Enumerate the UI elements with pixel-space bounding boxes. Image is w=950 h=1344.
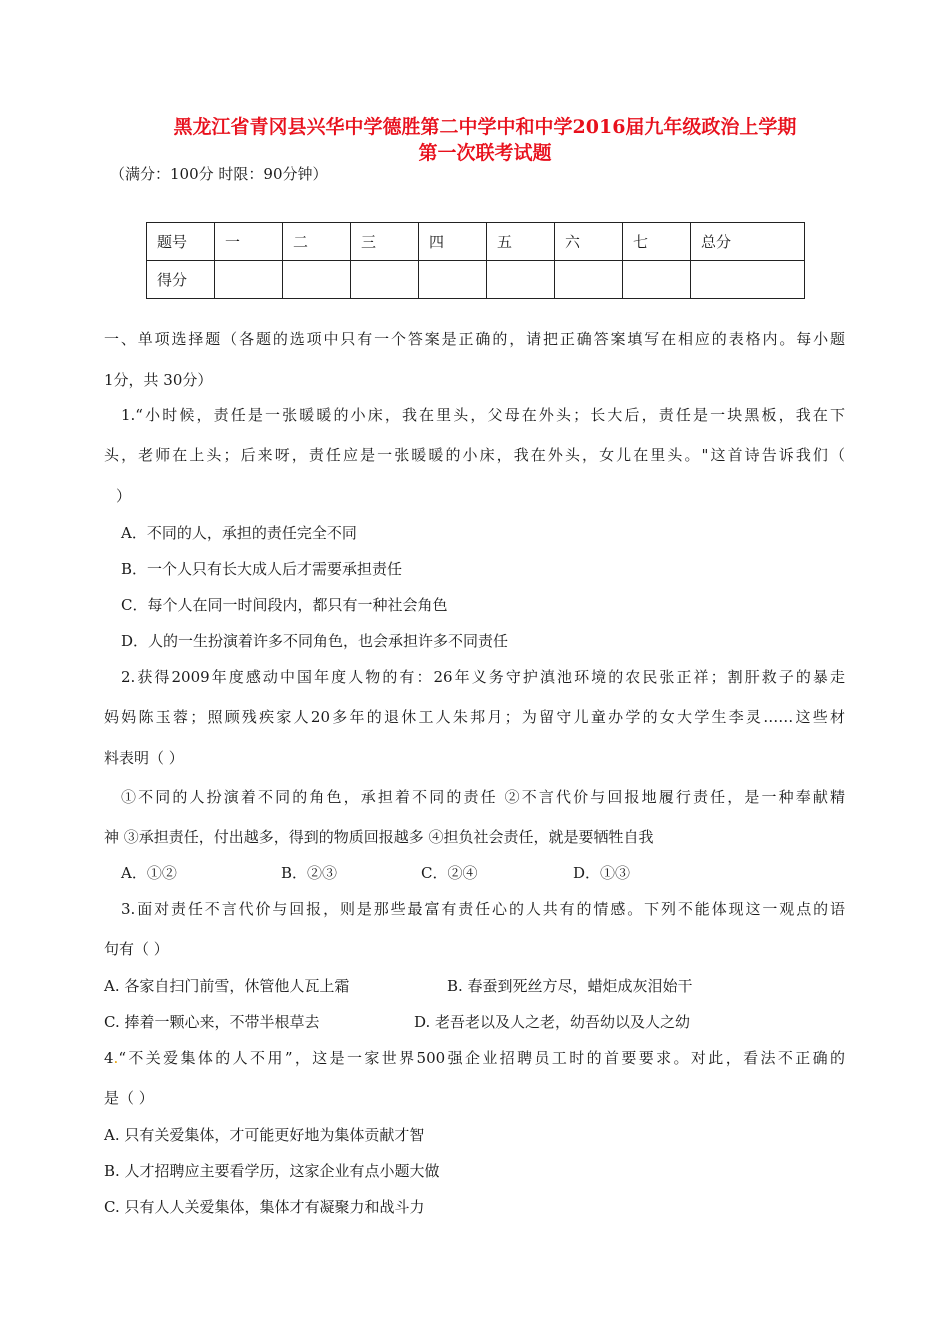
q3-line1: 3.面对责任不言代价与回报，则是那些最富有责任心的人共有的情感。下列不能体现这一观点的语: [121, 900, 845, 918]
q2-option-c: C．②④: [421, 864, 478, 882]
score-cell: [555, 261, 623, 299]
q2-line2: 妈妈陈玉蓉；照顾残疾家人20多年的退休工人朱邦月；为留守儿童办学的女大学生李灵……这些材: [104, 708, 845, 726]
score-cell: [487, 261, 555, 299]
q2-option-a: A．①②: [121, 864, 177, 882]
score-cell: [215, 261, 283, 299]
q3-option-a: A. 各家自扫门前雪，休管他人瓦上霜: [104, 977, 350, 995]
q4-option-b: B. 人才招聘应主要看学历，这家企业有点小题大做: [104, 1162, 440, 1180]
q2-line1: 2.获得2009年度感动中国年度人物的有：26年义务守护滇池环境的农民张正祥；割肝救子的暴走: [121, 668, 845, 686]
q1-option-a: A．不同的人，承担的责任完全不同: [121, 524, 357, 542]
q1-line3: ）: [116, 487, 132, 505]
table-header-cell: 一: [215, 223, 283, 261]
q2-statements-line1: ①不同的人扮演着不同的角色，承担着不同的责任 ②不言代价与回报地履行责任，是一种奉献精: [121, 788, 845, 806]
table-header-cell: 七: [623, 223, 691, 261]
document-title-line1: 黑龙江省青冈县兴华中学德胜第二中学中和中学2016届九年级政治上学期: [173, 116, 797, 138]
table-header-cell: 二: [283, 223, 351, 261]
table-header-cell: 题号: [147, 223, 215, 261]
table-header-cell: 三: [351, 223, 419, 261]
score-cell: [691, 261, 805, 299]
q1-option-d: D．人的一生扮演着许多不同角色，也会承担许多不同责任: [121, 632, 509, 650]
q1-line2: 头，老师在上头；后来呀，责任应是一张暖暖的小床，我在外头，女儿在里头。"这首诗告诉我们（: [104, 446, 845, 464]
q4-number-dot: .: [113, 1049, 119, 1067]
q1-option-b: B．一个人只有长大成人后才需要承担责任: [121, 560, 403, 578]
q4-number: 4: [104, 1049, 114, 1067]
q3-option-d: D. 老吾老以及人之老，幼吾幼以及人之幼: [414, 1013, 691, 1031]
q1-line1: 1.“小时候，责任是一张暖暖的小床，我在里头，父母在外头；长大后，责任是一块黑板，我在下: [121, 406, 845, 424]
section1-instructions-line2: 1分，共 30分）: [104, 371, 213, 389]
document-title-line2: 第一次联考试题: [418, 142, 552, 164]
q2-option-d: D．①③: [573, 864, 631, 882]
score-table-score-row: [147, 261, 805, 299]
q2-line3: 料表明（ ）: [104, 749, 184, 767]
score-table-header-row: [147, 223, 805, 261]
score-cell: [283, 261, 351, 299]
score-cell: [419, 261, 487, 299]
q4-line1-text: “不关爱集体的人不用”，这是一家世界500强企业招聘员工时的首要要求。对此，看法不正确的: [118, 1049, 845, 1067]
q4-line2: 是（ ）: [104, 1089, 154, 1107]
q2-statements-line2: 神 ③承担责任，付出越多，得到的物质回报越多 ④担负社会责任，就是要牺牲自我: [104, 828, 654, 846]
q4-option-a: A. 只有关爱集体，才可能更好地为集体贡献才智: [104, 1126, 425, 1144]
table-row-label: 得分: [147, 261, 215, 299]
q3-line2: 句有（ ）: [104, 940, 169, 958]
table-header-cell: 五: [487, 223, 555, 261]
table-header-cell: 四: [419, 223, 487, 261]
q4-line1: [104, 1048, 845, 1068]
table-header-cell: 总分: [691, 223, 805, 261]
exam-info: （满分：100分 时限：90分钟）: [110, 165, 328, 183]
score-cell: [623, 261, 691, 299]
table-header-cell: 六: [555, 223, 623, 261]
q4-option-c: C. 只有人人关爱集体，集体才有凝聚力和战斗力: [104, 1198, 425, 1216]
score-cell: [351, 261, 419, 299]
section1-instructions-line1: 一、单项选择题（各题的选项中只有一个答案是正确的，请把正确答案填写在相应的表格内。每小题: [104, 330, 845, 348]
score-table: [146, 222, 805, 299]
q3-option-c: C. 捧着一颗心来，不带半根草去: [104, 1013, 320, 1031]
q3-option-b: B. 春蚕到死丝方尽，蜡炬成灰泪始干: [447, 977, 693, 995]
q1-option-c: C．每个人在同一时间段内，都只有一种社会角色: [121, 596, 448, 614]
q2-option-b: B．②③: [281, 864, 338, 882]
